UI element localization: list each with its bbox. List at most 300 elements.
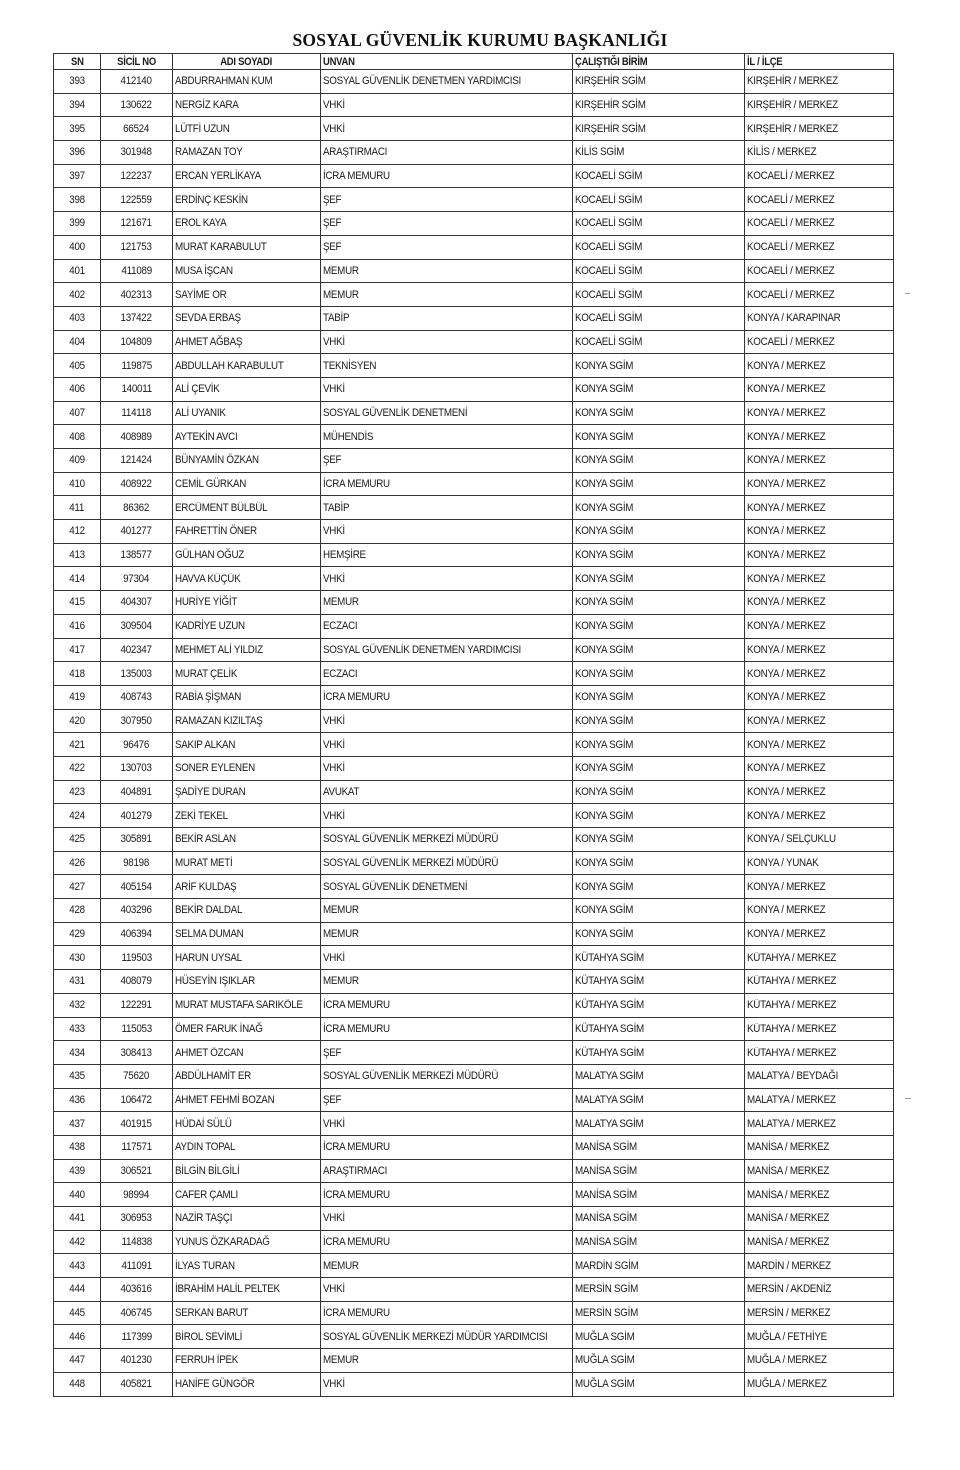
cell-il-ilce: KIRŞEHİR / MERKEZ [745, 70, 894, 94]
cell-unvan: İCRA MEMURU [321, 164, 573, 188]
cell-sn: 421 [54, 733, 101, 757]
cell-il-ilce: KONYA / MERKEZ [745, 354, 894, 378]
cell-sn: 424 [54, 804, 101, 828]
cell-adi-soyadi: MURAT KARABULUT [173, 235, 321, 259]
cell-calistigi-birim: MERSİN SGİM [573, 1301, 745, 1325]
table-row [54, 306, 894, 330]
cell-sn: 406 [54, 377, 101, 401]
cell-unvan: VHKİ [321, 1112, 573, 1136]
cell-calistigi-birim: KÜTAHYA SGİM [573, 1017, 745, 1041]
cell-unvan: MEMUR [321, 283, 573, 307]
table-row [54, 1159, 894, 1183]
cell-il-ilce: MANİSA / MERKEZ [745, 1230, 894, 1254]
cell-sn: 400 [54, 235, 101, 259]
table-row [54, 449, 894, 473]
cell-il-ilce: KIRŞEHİR / MERKEZ [745, 93, 894, 117]
cell-unvan: ECZACI [321, 662, 573, 686]
cell-adi-soyadi: BÜNYAMİN ÖZKAN [173, 449, 321, 473]
cell-sn: 444 [54, 1278, 101, 1302]
cell-adi-soyadi: ŞADİYE DURAN [173, 780, 321, 804]
cell-unvan: MEMUR [321, 922, 573, 946]
cell-adi-soyadi: SEVDA ERBAŞ [173, 306, 321, 330]
cell-il-ilce: KONYA / YUNAK [745, 851, 894, 875]
cell-il-ilce: KOCAELİ / MERKEZ [745, 283, 894, 307]
table-row [54, 946, 894, 970]
cell-adi-soyadi: FAHRETTİN ÖNER [173, 520, 321, 544]
cell-unvan: VHKİ [321, 946, 573, 970]
cell-unvan: İCRA MEMURU [321, 1301, 573, 1325]
cell-unvan: SOSYAL GÜVENLİK MERKEZİ MÜDÜRÜ [321, 851, 573, 875]
table-row [54, 1207, 894, 1231]
table-row [54, 614, 894, 638]
cell-sicil-no: 135003 [101, 662, 173, 686]
cell-il-ilce: KONYA / MERKEZ [745, 614, 894, 638]
cell-unvan: TEKNİSYEN [321, 354, 573, 378]
cell-adi-soyadi: GÜLHAN OĞUZ [173, 543, 321, 567]
cell-unvan: VHKİ [321, 520, 573, 544]
table-row [54, 330, 894, 354]
cell-il-ilce: KONYA / MERKEZ [745, 591, 894, 615]
cell-il-ilce: KIRŞEHİR / MERKEZ [745, 117, 894, 141]
cell-il-ilce: KÜTAHYA / MERKEZ [745, 993, 894, 1017]
cell-sicil-no: 114118 [101, 401, 173, 425]
cell-sicil-no: 405154 [101, 875, 173, 899]
cell-il-ilce: KONYA / MERKEZ [745, 804, 894, 828]
cell-adi-soyadi: SAKIP ALKAN [173, 733, 321, 757]
cell-sicil-no: 309504 [101, 614, 173, 638]
cell-adi-soyadi: BİLGİN BİLGİLİ [173, 1159, 321, 1183]
cell-il-ilce: MANİSA / MERKEZ [745, 1183, 894, 1207]
table-row [54, 1088, 894, 1112]
cell-calistigi-birim: KONYA SGİM [573, 662, 745, 686]
personnel-table [53, 53, 894, 1397]
header-adi-soyadi: ADI SOYADI [173, 54, 321, 70]
cell-calistigi-birim: KONYA SGİM [573, 543, 745, 567]
cell-unvan: SOSYAL GÜVENLİK MERKEZİ MÜDÜRÜ [321, 1064, 573, 1088]
table-body [54, 70, 894, 1397]
cell-sn: 403 [54, 306, 101, 330]
cell-il-ilce: MUĞLA / FETHİYE [745, 1325, 894, 1349]
cell-sicil-no: 401277 [101, 520, 173, 544]
cell-sicil-no: 137422 [101, 306, 173, 330]
cell-sn: 402 [54, 283, 101, 307]
cell-adi-soyadi: FERRUH İPEK [173, 1349, 321, 1373]
cell-adi-soyadi: İLYAS TURAN [173, 1254, 321, 1278]
cell-sicil-no: 306953 [101, 1207, 173, 1231]
cell-sicil-no: 122237 [101, 164, 173, 188]
cell-calistigi-birim: MANİSA SGİM [573, 1159, 745, 1183]
cell-sn: 399 [54, 212, 101, 236]
cell-calistigi-birim: KONYA SGİM [573, 804, 745, 828]
cell-il-ilce: KONYA / MERKEZ [745, 733, 894, 757]
cell-calistigi-birim: KONYA SGİM [573, 899, 745, 923]
table-row [54, 543, 894, 567]
cell-calistigi-birim: KOCAELİ SGİM [573, 259, 745, 283]
cell-sn: 439 [54, 1159, 101, 1183]
cell-sicil-no: 98994 [101, 1183, 173, 1207]
cell-sn: 435 [54, 1064, 101, 1088]
cell-sn: 407 [54, 401, 101, 425]
cell-sn: 440 [54, 1183, 101, 1207]
cell-calistigi-birim: KİLİS SGİM [573, 141, 745, 165]
cell-calistigi-birim: KONYA SGİM [573, 709, 745, 733]
cell-sn: 443 [54, 1254, 101, 1278]
cell-sn: 442 [54, 1230, 101, 1254]
cell-sicil-no: 121424 [101, 449, 173, 473]
cell-adi-soyadi: ALİ UYANIK [173, 401, 321, 425]
cell-sn: 413 [54, 543, 101, 567]
header-sicil-no: SİCİL NO [101, 54, 173, 70]
cell-adi-soyadi: NERGİZ KARA [173, 93, 321, 117]
cell-sn: 394 [54, 93, 101, 117]
cell-il-ilce: MUĞLA / MERKEZ [745, 1349, 894, 1373]
cell-unvan: İCRA MEMURU [321, 685, 573, 709]
cell-sicil-no: 402313 [101, 283, 173, 307]
cell-sicil-no: 106472 [101, 1088, 173, 1112]
cell-calistigi-birim: KONYA SGİM [573, 591, 745, 615]
cell-unvan: VHKİ [321, 804, 573, 828]
cell-sicil-no: 307950 [101, 709, 173, 733]
table-header-row [54, 54, 894, 70]
cell-sn: 426 [54, 851, 101, 875]
cell-sn: 398 [54, 188, 101, 212]
cell-sicil-no: 305891 [101, 828, 173, 852]
cell-sicil-no: 403296 [101, 899, 173, 923]
table-row [54, 1254, 894, 1278]
cell-calistigi-birim: KOCAELİ SGİM [573, 330, 745, 354]
cell-unvan: VHKİ [321, 733, 573, 757]
cell-calistigi-birim: MALATYA SGİM [573, 1112, 745, 1136]
cell-adi-soyadi: ARİF KULDAŞ [173, 875, 321, 899]
cell-sicil-no: 114838 [101, 1230, 173, 1254]
cell-sn: 401 [54, 259, 101, 283]
table-row [54, 164, 894, 188]
cell-il-ilce: KOCAELİ / MERKEZ [745, 164, 894, 188]
cell-il-ilce: KONYA / MERKEZ [745, 709, 894, 733]
cell-adi-soyadi: SELMA DUMAN [173, 922, 321, 946]
cell-sicil-no: 117399 [101, 1325, 173, 1349]
cell-calistigi-birim: KONYA SGİM [573, 685, 745, 709]
cell-adi-soyadi: LÜTFİ UZUN [173, 117, 321, 141]
cell-sicil-no: 408922 [101, 472, 173, 496]
cell-adi-soyadi: AHMET FEHMİ BOZAN [173, 1088, 321, 1112]
cell-unvan: ŞEF [321, 188, 573, 212]
cell-calistigi-birim: KOCAELİ SGİM [573, 306, 745, 330]
table-row [54, 496, 894, 520]
table-row [54, 1183, 894, 1207]
cell-calistigi-birim: MARDİN SGİM [573, 1254, 745, 1278]
cell-sicil-no: 306521 [101, 1159, 173, 1183]
header-calistigi-birim: ÇALIŞTIĞI BİRİM [573, 54, 745, 70]
cell-unvan: İCRA MEMURU [321, 1135, 573, 1159]
table-row [54, 472, 894, 496]
table-row [54, 756, 894, 780]
cell-adi-soyadi: ABDÜLHAMİT ER [173, 1064, 321, 1088]
cell-calistigi-birim: KONYA SGİM [573, 496, 745, 520]
cell-adi-soyadi: AYTEKİN AVCI [173, 425, 321, 449]
cell-adi-soyadi: ÖMER FARUK İNAĞ [173, 1017, 321, 1041]
table-row [54, 1349, 894, 1373]
cell-sicil-no: 119875 [101, 354, 173, 378]
cell-calistigi-birim: KONYA SGİM [573, 614, 745, 638]
cell-unvan: SOSYAL GÜVENLİK DENETMEN YARDIMCISI [321, 70, 573, 94]
cell-il-ilce: KONYA / MERKEZ [745, 401, 894, 425]
cell-sicil-no: 406745 [101, 1301, 173, 1325]
table-row [54, 993, 894, 1017]
cell-adi-soyadi: ERCAN YERLİKAYA [173, 164, 321, 188]
cell-il-ilce: KONYA / MERKEZ [745, 496, 894, 520]
cell-sicil-no: 412140 [101, 70, 173, 94]
cell-unvan: İCRA MEMURU [321, 993, 573, 1017]
cell-sn: 437 [54, 1112, 101, 1136]
cell-unvan: SOSYAL GÜVENLİK MERKEZİ MÜDÜR YARDIMCISI [321, 1325, 573, 1349]
cell-unvan: ŞEF [321, 1088, 573, 1112]
cell-unvan: MÜHENDİS [321, 425, 573, 449]
cell-unvan: ŞEF [321, 235, 573, 259]
cell-adi-soyadi: HANİFE GÜNGÖR [173, 1372, 321, 1396]
cell-il-ilce: KOCAELİ / MERKEZ [745, 212, 894, 236]
cell-adi-soyadi: HÜDAİ SÜLÜ [173, 1112, 321, 1136]
cell-sicil-no: 117571 [101, 1135, 173, 1159]
cell-unvan: AVUKAT [321, 780, 573, 804]
cell-il-ilce: KOCAELİ / MERKEZ [745, 235, 894, 259]
cell-il-ilce: MANİSA / MERKEZ [745, 1207, 894, 1231]
table-row [54, 685, 894, 709]
cell-adi-soyadi: ERDİNÇ KESKİN [173, 188, 321, 212]
cell-adi-soyadi: AYDIN TOPAL [173, 1135, 321, 1159]
cell-il-ilce: MANİSA / MERKEZ [745, 1159, 894, 1183]
cell-sn: 416 [54, 614, 101, 638]
cell-calistigi-birim: KONYA SGİM [573, 520, 745, 544]
cell-calistigi-birim: MANİSA SGİM [573, 1207, 745, 1231]
cell-sicil-no: 96476 [101, 733, 173, 757]
table-row [54, 662, 894, 686]
cell-sn: 428 [54, 899, 101, 923]
cell-unvan: İCRA MEMURU [321, 1017, 573, 1041]
cell-sn: 446 [54, 1325, 101, 1349]
cell-unvan: VHKİ [321, 567, 573, 591]
cell-il-ilce: KONYA / MERKEZ [745, 662, 894, 686]
cell-sn: 425 [54, 828, 101, 852]
cell-adi-soyadi: NAZİR TAŞÇI [173, 1207, 321, 1231]
cell-sn: 429 [54, 922, 101, 946]
cell-calistigi-birim: KONYA SGİM [573, 472, 745, 496]
table-row [54, 283, 894, 307]
cell-unvan: İCRA MEMURU [321, 1183, 573, 1207]
cell-sn: 414 [54, 567, 101, 591]
cell-sicil-no: 408079 [101, 970, 173, 994]
cell-sicil-no: 401230 [101, 1349, 173, 1373]
cell-calistigi-birim: KONYA SGİM [573, 638, 745, 662]
table-row [54, 780, 894, 804]
cell-calistigi-birim: KONYA SGİM [573, 449, 745, 473]
table-row [54, 1064, 894, 1088]
cell-sicil-no: 402347 [101, 638, 173, 662]
cell-sn: 427 [54, 875, 101, 899]
cell-calistigi-birim: KONYA SGİM [573, 425, 745, 449]
cell-sn: 434 [54, 1041, 101, 1065]
cell-adi-soyadi: ABDURRAHMAN KUM [173, 70, 321, 94]
table-row [54, 851, 894, 875]
cell-adi-soyadi: RAMAZAN KIZILTAŞ [173, 709, 321, 733]
cell-calistigi-birim: KÜTAHYA SGİM [573, 1041, 745, 1065]
cell-calistigi-birim: MALATYA SGİM [573, 1064, 745, 1088]
cell-sicil-no: 66524 [101, 117, 173, 141]
table-row [54, 804, 894, 828]
cell-calistigi-birim: MUĞLA SGİM [573, 1349, 745, 1373]
table-row [54, 141, 894, 165]
cell-sicil-no: 405821 [101, 1372, 173, 1396]
cell-unvan: VHKİ [321, 93, 573, 117]
cell-sn: 417 [54, 638, 101, 662]
cell-sicil-no: 97304 [101, 567, 173, 591]
cell-calistigi-birim: KOCAELİ SGİM [573, 188, 745, 212]
cell-adi-soyadi: BEKİR DALDAL [173, 899, 321, 923]
cell-sn: 430 [54, 946, 101, 970]
cell-adi-soyadi: BİROL SEVİMLİ [173, 1325, 321, 1349]
table-row [54, 922, 894, 946]
cell-sn: 411 [54, 496, 101, 520]
table-row [54, 259, 894, 283]
table-row [54, 1230, 894, 1254]
cell-calistigi-birim: KOCAELİ SGİM [573, 164, 745, 188]
cell-adi-soyadi: EROL KAYA [173, 212, 321, 236]
cell-sicil-no: 104809 [101, 330, 173, 354]
cell-adi-soyadi: MEHMET ALİ YILDIZ [173, 638, 321, 662]
cell-il-ilce: KOCAELİ / MERKEZ [745, 330, 894, 354]
cell-unvan: VHKİ [321, 1372, 573, 1396]
cell-sn: 441 [54, 1207, 101, 1231]
cell-calistigi-birim: KIRŞEHİR SGİM [573, 70, 745, 94]
cell-calistigi-birim: KONYA SGİM [573, 922, 745, 946]
cell-sn: 397 [54, 164, 101, 188]
cell-il-ilce: KONYA / MERKEZ [745, 543, 894, 567]
cell-unvan: MEMUR [321, 591, 573, 615]
cell-unvan: TABİP [321, 306, 573, 330]
cell-sicil-no: 411089 [101, 259, 173, 283]
cell-adi-soyadi: MUSA İŞCAN [173, 259, 321, 283]
table-row [54, 875, 894, 899]
cell-unvan: MEMUR [321, 899, 573, 923]
cell-il-ilce: MALATYA / MERKEZ [745, 1112, 894, 1136]
cell-sicil-no: 401279 [101, 804, 173, 828]
table-row [54, 567, 894, 591]
header-unvan: UNVAN [321, 54, 573, 70]
cell-sn: 438 [54, 1135, 101, 1159]
cell-sicil-no: 408989 [101, 425, 173, 449]
cell-sn: 423 [54, 780, 101, 804]
cell-il-ilce: KONYA / MERKEZ [745, 780, 894, 804]
cell-adi-soyadi: CAFER ÇAMLI [173, 1183, 321, 1207]
cell-il-ilce: KONYA / MERKEZ [745, 756, 894, 780]
cell-sn: 409 [54, 449, 101, 473]
cell-adi-soyadi: MURAT METİ [173, 851, 321, 875]
cell-il-ilce: KONYA / MERKEZ [745, 472, 894, 496]
cell-sn: 447 [54, 1349, 101, 1373]
header-il-ilce: İL / İLÇE [745, 54, 894, 70]
table-row [54, 733, 894, 757]
cell-adi-soyadi: ALİ ÇEVİK [173, 377, 321, 401]
cell-sn: 436 [54, 1088, 101, 1112]
cell-sicil-no: 121671 [101, 212, 173, 236]
cell-adi-soyadi: RABİA ŞİŞMAN [173, 685, 321, 709]
cell-adi-soyadi: İBRAHİM HALİL PELTEK [173, 1278, 321, 1302]
cell-calistigi-birim: KÜTAHYA SGİM [573, 970, 745, 994]
cell-adi-soyadi: SONER EYLENEN [173, 756, 321, 780]
cell-sicil-no: 122559 [101, 188, 173, 212]
cell-calistigi-birim: KOCAELİ SGİM [573, 235, 745, 259]
cell-unvan: ŞEF [321, 1041, 573, 1065]
cell-calistigi-birim: KONYA SGİM [573, 780, 745, 804]
cell-calistigi-birim: MUĞLA SGİM [573, 1325, 745, 1349]
cell-calistigi-birim: MUĞLA SGİM [573, 1372, 745, 1396]
cell-adi-soyadi: AHMET AĞBAŞ [173, 330, 321, 354]
table-row [54, 1325, 894, 1349]
cell-unvan: VHKİ [321, 756, 573, 780]
cell-il-ilce: KONYA / MERKEZ [745, 567, 894, 591]
cell-adi-soyadi: HARUN UYSAL [173, 946, 321, 970]
cell-sicil-no: 308413 [101, 1041, 173, 1065]
table-row [54, 354, 894, 378]
cell-il-ilce: KONYA / MERKEZ [745, 377, 894, 401]
table-row [54, 1017, 894, 1041]
cell-adi-soyadi: HAVVA KÜÇÜK [173, 567, 321, 591]
cell-sn: 422 [54, 756, 101, 780]
cell-sn: 395 [54, 117, 101, 141]
cell-adi-soyadi: ABDULLAH KARABULUT [173, 354, 321, 378]
cell-unvan: VHKİ [321, 709, 573, 733]
cell-adi-soyadi: HURİYE YİĞİT [173, 591, 321, 615]
cell-il-ilce: KONYA / MERKEZ [745, 520, 894, 544]
cell-unvan: MEMUR [321, 970, 573, 994]
cell-il-ilce: MANİSA / MERKEZ [745, 1135, 894, 1159]
cell-il-ilce: MERSİN / AKDENİZ [745, 1278, 894, 1302]
cell-unvan: ARAŞTIRMACI [321, 1159, 573, 1183]
table-row [54, 70, 894, 94]
cell-calistigi-birim: KIRŞEHİR SGİM [573, 93, 745, 117]
cell-il-ilce: KOCAELİ / MERKEZ [745, 259, 894, 283]
cell-il-ilce: KONYA / SELÇUKLU [745, 828, 894, 852]
cell-sicil-no: 130703 [101, 756, 173, 780]
cell-adi-soyadi: SAYİME OR [173, 283, 321, 307]
cell-unvan: VHKİ [321, 330, 573, 354]
table-row [54, 970, 894, 994]
cell-calistigi-birim: MALATYA SGİM [573, 1088, 745, 1112]
cell-unvan: MEMUR [321, 1349, 573, 1373]
cell-il-ilce: KÜTAHYA / MERKEZ [745, 970, 894, 994]
table-row [54, 425, 894, 449]
cell-calistigi-birim: KOCAELİ SGİM [573, 212, 745, 236]
cell-unvan: İCRA MEMURU [321, 472, 573, 496]
cell-adi-soyadi: RAMAZAN TOY [173, 141, 321, 165]
cell-sicil-no: 98198 [101, 851, 173, 875]
cell-il-ilce: KONYA / MERKEZ [745, 875, 894, 899]
cell-adi-soyadi: ZEKİ TEKEL [173, 804, 321, 828]
cell-sn: 433 [54, 1017, 101, 1041]
cell-il-ilce: KONYA / KARAPINAR [745, 306, 894, 330]
table-row [54, 93, 894, 117]
scan-mark [905, 293, 910, 294]
cell-adi-soyadi: HÜSEYİN IŞIKLAR [173, 970, 321, 994]
table-row [54, 188, 894, 212]
cell-unvan: VHKİ [321, 377, 573, 401]
cell-il-ilce: KONYA / MERKEZ [745, 922, 894, 946]
table-row [54, 1372, 894, 1396]
cell-unvan: TABİP [321, 496, 573, 520]
cell-sicil-no: 115053 [101, 1017, 173, 1041]
cell-unvan: ŞEF [321, 449, 573, 473]
cell-sicil-no: 130622 [101, 93, 173, 117]
